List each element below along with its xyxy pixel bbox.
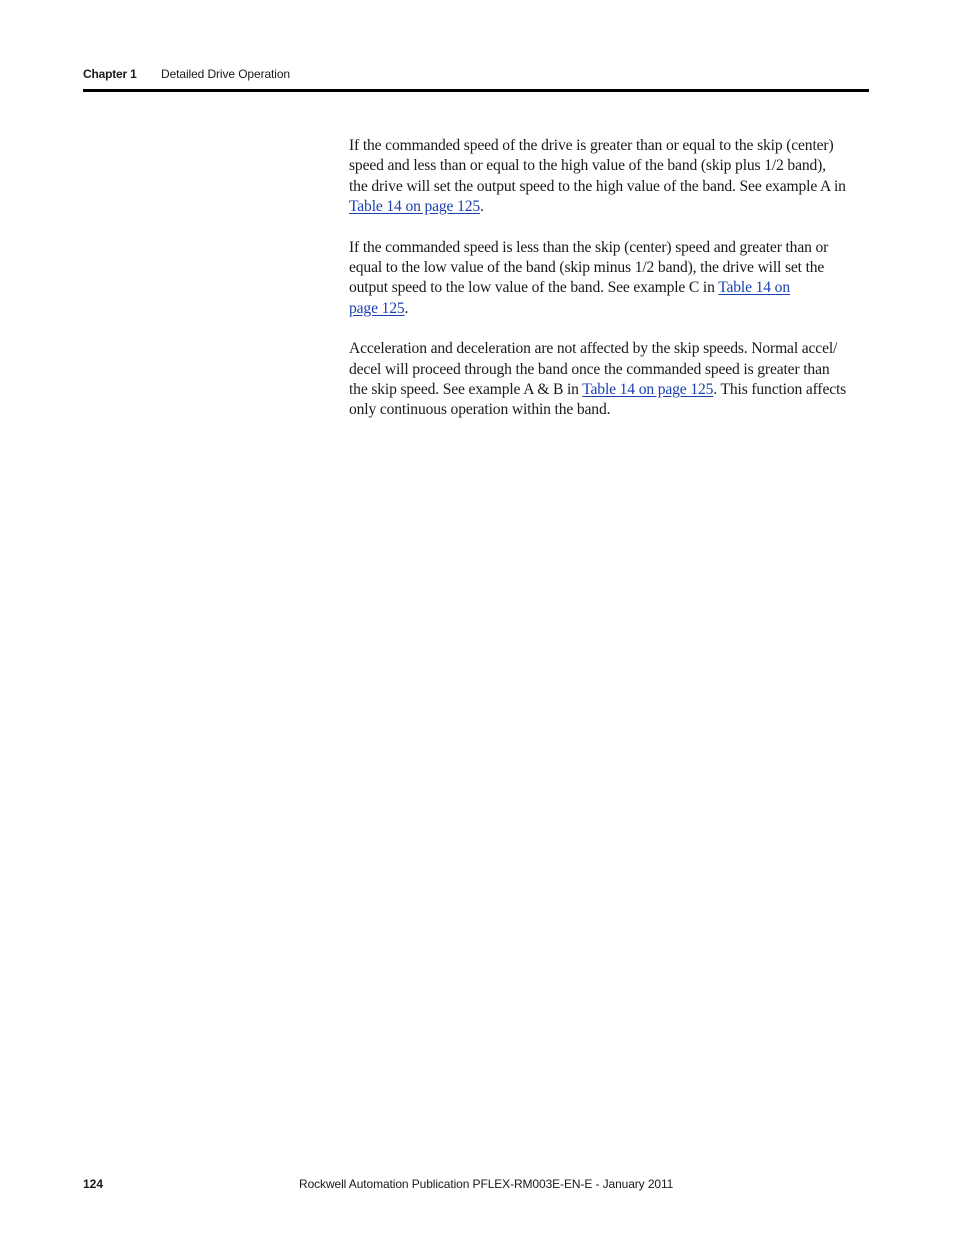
text-fragment: . This function affects bbox=[713, 380, 847, 398]
text-fragment: . bbox=[404, 299, 409, 317]
text-line: Acceleration and deceleration are not affected by the skip speeds. Normal accel/ bbox=[349, 340, 838, 358]
text-line bbox=[349, 197, 871, 217]
text-line: If the commanded speed of the drive is greater than or equal to the skip (center) bbox=[349, 137, 834, 154]
page-header bbox=[83, 66, 869, 90]
paragraph-low-band bbox=[349, 238, 871, 319]
table-14-link[interactable]: Table 14 on page 125 bbox=[582, 380, 714, 398]
paragraph-accel-decel bbox=[349, 339, 871, 420]
text-line: equal to the low value of the band (skip minus 1/2 band), the drive will set the bbox=[349, 258, 825, 276]
header-rule bbox=[83, 89, 869, 92]
text-fragment: the skip speed. See example A & B in bbox=[349, 380, 583, 398]
paragraph-high-band bbox=[349, 136, 871, 217]
text-line bbox=[349, 278, 871, 298]
text-line: decel will proceed through the band once the commanded speed is greater than bbox=[349, 360, 830, 378]
text-fragment: output speed to the low value of the band. See example C in bbox=[349, 279, 719, 297]
page-number: 124 bbox=[83, 1177, 104, 1191]
body-text bbox=[349, 136, 871, 441]
text-line bbox=[349, 299, 871, 319]
chapter-title: Detailed Drive Operation bbox=[161, 67, 290, 81]
chapter-label: Chapter 1 bbox=[83, 67, 137, 81]
publication-info: Rockwell Automation Publication PFLEX-RM003E-EN-E - January 2011 bbox=[299, 1177, 674, 1191]
text-line: speed and less than or equal to the high value of the band (skip plus 1/2 band), bbox=[349, 157, 826, 175]
text-fragment: . bbox=[480, 197, 484, 215]
page-footer bbox=[83, 1176, 869, 1194]
table-14-link[interactable]: Table 14 on bbox=[718, 279, 790, 297]
text-line: the drive will set the output speed to the high value of the band. See example A in bbox=[349, 177, 846, 195]
text-line: only continuous operation within the band. bbox=[349, 401, 611, 419]
table-14-link[interactable]: Table 14 on page 125 bbox=[349, 197, 481, 215]
table-14-link[interactable]: page 125 bbox=[349, 299, 405, 317]
text-line: If the commanded speed is less than the skip (center) speed and greater than or bbox=[349, 238, 829, 256]
text-line bbox=[349, 380, 871, 400]
